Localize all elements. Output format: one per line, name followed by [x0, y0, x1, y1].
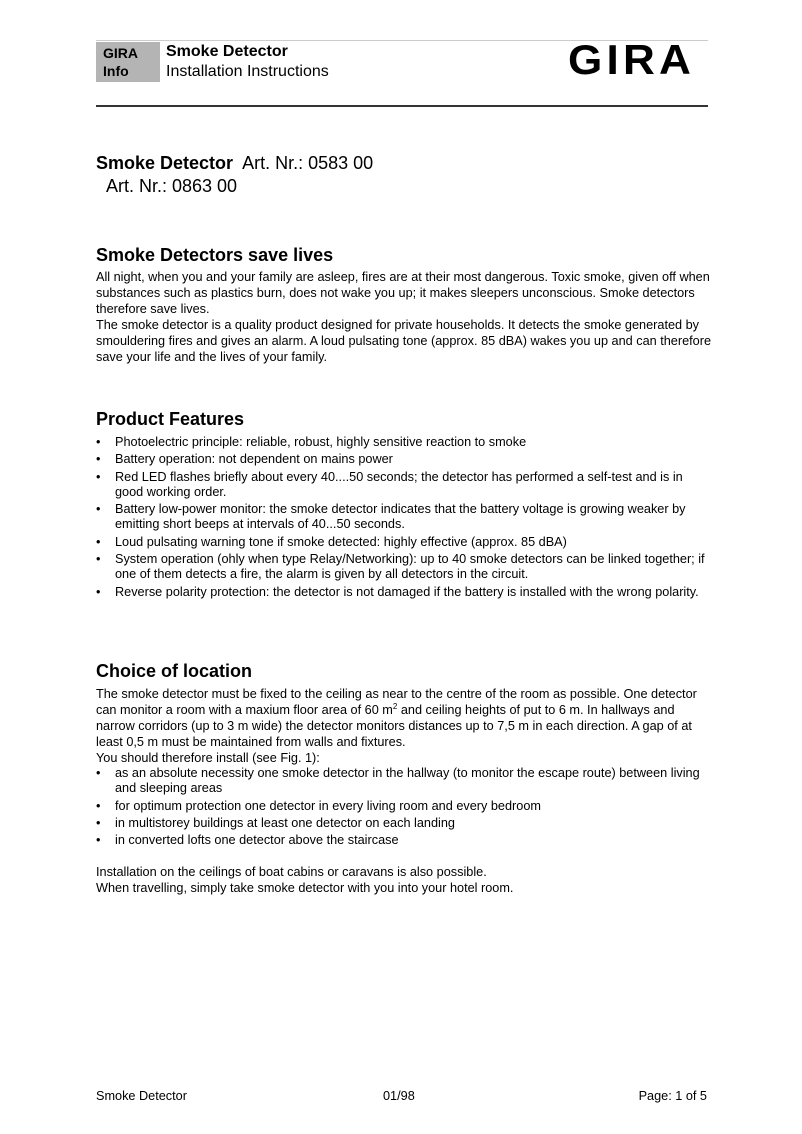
paragraph-text: and ceiling heights of put to 6 m. In hallways and narrow corridors (up to 3 m wide) the detector monitors distances up to 7,5 m in each direction. A gap of at least 0,5 m must be maintained from walls and fixtures.: [96, 703, 692, 749]
list-item: • System operation (ohly when type Relay/Networking): up to 40 smoke detectors can be linked together; if one of them detects a fire, the alarm is given by all detectors in the circuit.: [96, 552, 711, 583]
doc-title-name: Smoke Detector: [96, 153, 234, 173]
paragraph-text: The smoke detector must be fixed to the ceiling as near to the centre of the room as possible. One detector can monitor a room with a maxium floor area of 60 m: [96, 687, 697, 717]
paragraph: All night, when you and your family are asleep, fires are at their most dangerous. Toxic smoke, given off when substances such as plastics burn, does not wake you up; it makes sleepers unconscious. Smoke detectors therefore save lives.: [96, 270, 710, 316]
gira-info-box: [96, 42, 160, 82]
paragraph: When travelling, simply take smoke detector with you into your hotel room.: [96, 881, 514, 896]
art-nr-1: Art. Nr.: 0583 00: [242, 153, 374, 173]
header-subtitle: Installation Instructions: [166, 63, 329, 80]
section-choice-of-location: [96, 661, 711, 896]
paragraph: The smoke detector is a quality product designed for private households. It detects the smoke generated by smouldering fires and gives an alarm. A loud pulsating tone (approx. 85 dBA) wakes you up and can therefore save your life and the lives of your family.: [96, 318, 712, 364]
doc-title: [96, 153, 373, 174]
location-list: [96, 766, 711, 848]
art-nr-2: Art. Nr.: 0863 00: [106, 176, 238, 196]
section-save-lives: [96, 245, 711, 365]
list-item: • Red LED flashes briefly about every 40....50 seconds; the detector has performed a self-test and is in good working order.: [96, 470, 711, 501]
list-item: • in converted lofts one detector above the staircase: [96, 833, 711, 848]
list-item: • Loud pulsating warning tone if smoke detected: highly effective (approx. 85 dBA): [96, 535, 711, 550]
list-item: • Reverse polarity protection: the detector is not damaged if the battery is installed with the wrong polarity.: [96, 585, 711, 600]
list-item: • for optimum protection one detector in every living room and every bedroom: [96, 799, 711, 814]
footer-date: 01/98: [383, 1089, 415, 1103]
list-item: • Photoelectric principle: reliable, robust, highly sensitive reaction to smoke: [96, 435, 711, 450]
info-line-2: Info: [103, 63, 129, 79]
section-product-features: [96, 409, 711, 602]
info-line-1: GIRA: [103, 45, 138, 61]
list-item: • Battery low-power monitor: the smoke detector indicates that the battery voltage is growing weaker by emitting short beeps at intervals of 40...50 seconds.: [96, 502, 711, 533]
list-item: • Battery operation: not dependent on mains power: [96, 452, 711, 467]
paragraph: Installation on the ceilings of boat cabins or caravans is also possible.: [96, 865, 487, 880]
list-item: • as an absolute necessity one smoke detector in the hallway (to monitor the escape route) between living and sleeping areas: [96, 766, 711, 797]
header-title: Smoke Detector: [166, 43, 288, 60]
list-item: • in multistorey buildings at least one detector on each landing: [96, 816, 711, 831]
section-heading: Choice of location: [96, 661, 253, 681]
features-list: [96, 435, 711, 600]
footer-left: Smoke Detector: [96, 1089, 187, 1103]
footer-page-number: Page: 1 of 5: [638, 1089, 707, 1103]
section-heading: Smoke Detectors save lives: [96, 245, 334, 265]
header-rule: [96, 105, 708, 107]
paragraph: You should therefore install (see Fig. 1):: [96, 751, 320, 765]
gira-logo: GIRA: [568, 36, 696, 83]
section-heading: Product Features: [96, 409, 245, 429]
superscript: 2: [392, 701, 398, 711]
paragraph: [96, 686, 711, 750]
